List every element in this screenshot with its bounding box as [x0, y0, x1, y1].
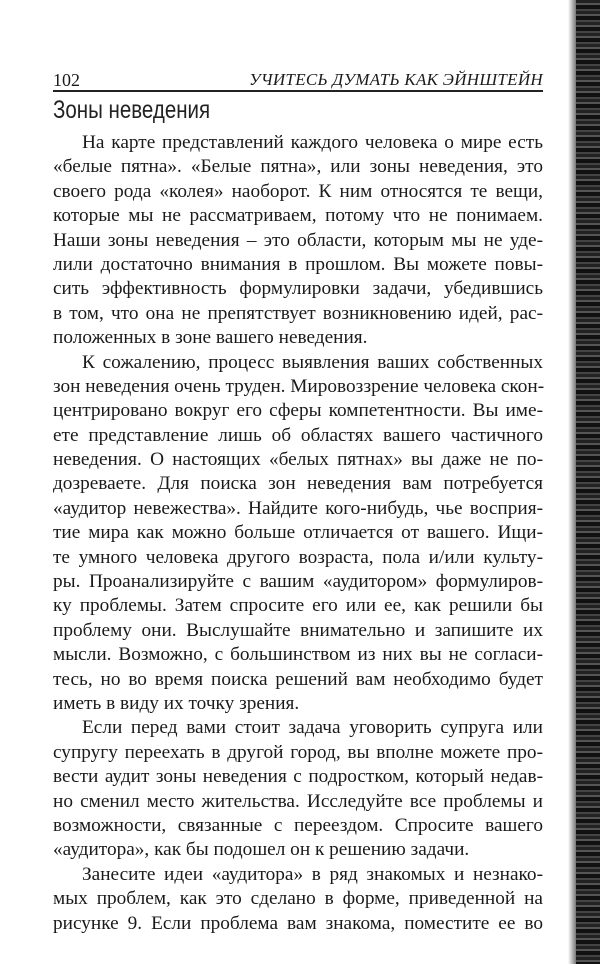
text-line: «аудитора», как бы подошел он к решению задачи.	[53, 839, 470, 861]
text-line: На карте представлений каждого человека о мире есть	[82, 132, 543, 153]
text-line: ете представление лишь об областях вашего частичного	[53, 424, 543, 446]
text-line: те умного человека другого возраста, пола и/или культу-	[53, 546, 543, 568]
text-line: иметь в виду их точку зрения.	[53, 692, 300, 714]
page-header	[53, 70, 543, 92]
text-line: центрировано вокруг его сферы компетентности. Вы име-	[53, 400, 543, 422]
paragraph	[53, 863, 543, 936]
text-line: ры. Проанализируйте с вашим «аудитором» формулиров-	[53, 571, 543, 593]
text-line: вести аудит зоны неведения с подростком, который недав-	[53, 766, 543, 788]
text-line: Занесите идеи «аудитора» в ряд знакомых и незнако-	[82, 863, 543, 885]
text-line: в том, что она не препятствует возникновению идей, рас-	[53, 302, 543, 324]
text-line: неведения. О настоящих «белых пятнах» вы даже не по-	[53, 449, 543, 471]
text-line: дозреваете. Для поиска зон неведения вам потребуется	[53, 473, 543, 495]
text-line: своего рода «колея» наоборот. К ним относятся те вещи,	[53, 180, 543, 202]
text-line: «аудитор невежества». Найдите кого-нибудь, чье восприя-	[53, 497, 543, 519]
text-line: лили достаточно внимания в прошлом. Вы можете повы-	[53, 253, 543, 275]
text-line: «белые пятна». «Белые пятна», или зоны неведения, это	[53, 156, 543, 178]
text-line: Наши зоны неведения – это области, которым мы не уде-	[53, 229, 543, 251]
text-line: но сменил место жительства. Исследуйте все проблемы и	[53, 790, 543, 812]
paragraph	[53, 716, 543, 862]
scan-edge	[574, 0, 600, 964]
page-number: 102	[53, 70, 80, 90]
text-line: мысли. Возможно, с большинством из них вы не согласи-	[53, 644, 543, 666]
running-title: УЧИТЕСЬ ДУМАТЬ КАК ЭЙНШТЕЙН	[249, 70, 543, 89]
text-line: возможности, связанные с переездом. Спросите вашего	[53, 814, 543, 836]
text-line: мых проблем, как это сделано в форме, приведенной на	[53, 888, 543, 910]
body-text	[53, 131, 543, 936]
text-line: тесь, но во время поиска решений вам необходимо будет	[53, 668, 543, 690]
text-line: зон неведения очень труден. Мировоззрение человека скон-	[53, 375, 545, 397]
text-line: К сожалению, процесс выявления ваших собственных	[82, 351, 543, 373]
text-line: тие мира как можно больше отличается от вашего. Ищи-	[53, 522, 543, 544]
text-line: рисунке 9. Если проблема вам знакома, поместите ее во	[53, 912, 543, 934]
text-line: сить эффективность формулировки задачи, убедившись	[53, 278, 543, 300]
paragraph	[53, 131, 543, 351]
text-line: супругу переехать в другой город, вы вполне можете про-	[53, 741, 543, 763]
text-line: Если перед вами стоит задача уговорить супруга или	[82, 717, 543, 739]
text-line: положенных в зоне вашего неведения.	[53, 327, 368, 349]
text-line: проблему они. Выслушайте внимательно и запишите их	[53, 619, 543, 641]
paragraph	[53, 351, 543, 717]
text-line: ку проблемы. Затем спросите его или ее, как решили бы	[53, 595, 543, 617]
section-title: Зоны неведения	[53, 96, 211, 124]
text-line: которые мы не рассматриваем, потому что не понимаем.	[53, 205, 543, 227]
